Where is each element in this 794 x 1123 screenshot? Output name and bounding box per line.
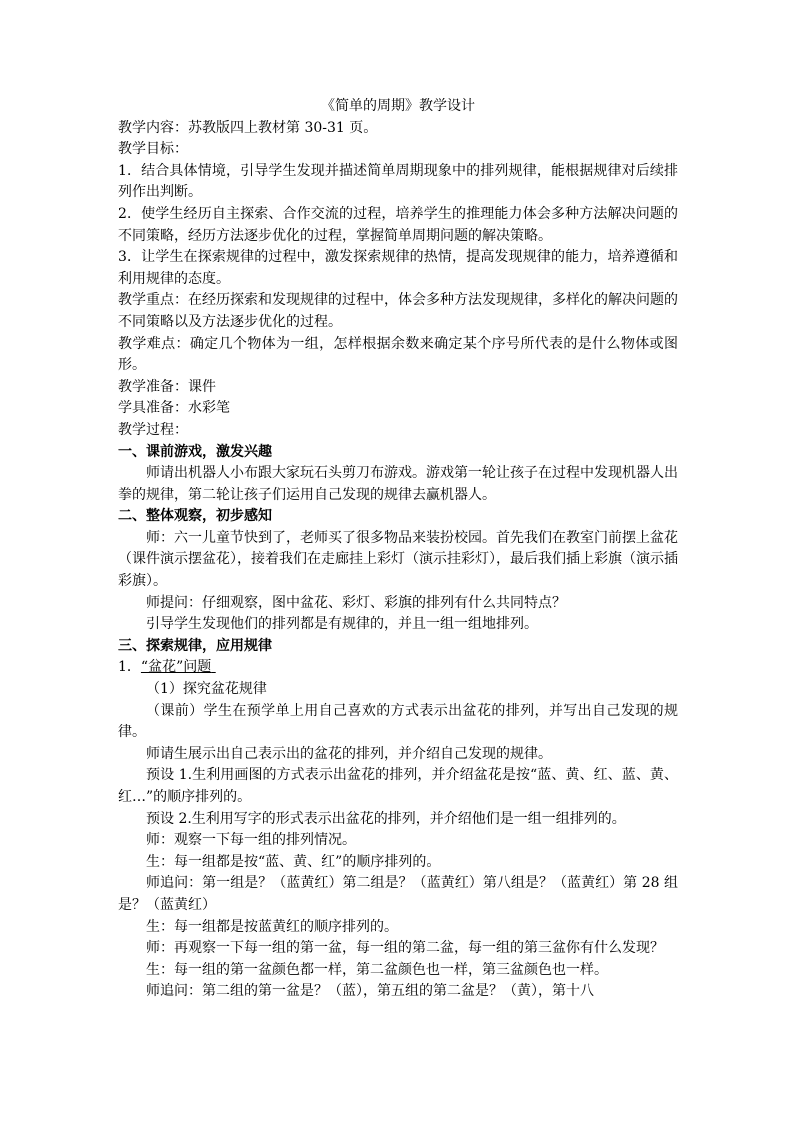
section-heading: 二、整体观察，初步感知 — [118, 508, 272, 525]
section-paragraph: 师追问：第一组是？（蓝黄红）第二组是？（蓝黄红）第八组是？（蓝黄红）第 28 组是？（蓝黄红） — [118, 875, 678, 913]
objective-1: 1．结合具体情境，引导学生发现并描述简单周期现象中的排列规律，能根据规律对后续排列作出判断。 — [118, 162, 678, 201]
section-paragraph: 师提问：仔细观察，图中盆花、彩灯、彩旗的排列有什么共同特点？ — [146, 594, 566, 611]
key-point: 教学重点：在经历探索和发现规律的过程中，体会多种方法发现规律，多样化的解决问题的不同策略以及方法逐步优化的过程。 — [118, 292, 678, 330]
section-paragraph: 师请生展示出自己表示出的盆花的排列，并介绍自己发现的规律。 — [146, 745, 552, 762]
section-paragraph: 生：每一组都是按“蓝、黄、红”的顺序排列的。 — [146, 853, 441, 870]
subsection-number: 1． — [118, 659, 141, 676]
difficulty: 教学难点：确定几个物体为一组，怎样根据余数来确定某个序号所代表的是什么物体或图形。 — [118, 335, 678, 374]
section-paragraph: 引导学生发现他们的排列都是有规律的，并且一组一组地排列。 — [146, 616, 538, 633]
teaching-content: 教学内容：苏教版四上教材第 30-31 页。 — [118, 119, 378, 136]
section-paragraph: （课前）学生在预学单上用自己喜欢的方式表示出盆花的排列，并写出自己发现的规律。 — [118, 702, 678, 741]
section-paragraph: 师：六一儿童节快到了，老师买了很多物品来装扮校园。首先我们在教室门前摆上盆花（课件演示摆盆花），接着我们在走廊挂上彩灯（演示挂彩灯），最后我们插上彩旗（演示插彩旗）。 — [118, 529, 678, 590]
subsection-title — [118, 657, 678, 679]
process-label: 教学过程： — [118, 421, 188, 438]
section-paragraph: 生：每一组的第一盆颜色都一样，第二盆颜色也一样，第三盆颜色也一样。 — [146, 961, 608, 978]
section-paragraph: 师：观察一下每一组的排列情况。 — [146, 832, 356, 849]
section-paragraph: 生：每一组都是按蓝黄红的顺序排列的。 — [146, 918, 398, 935]
section-paragraph: 师请出机器人小布跟大家玩石头剪刀布游戏。游戏第一轮让孩子在过程中发现机器人出拳的规律，第二轮让孩子们运用自己发现的规律去赢机器人。 — [118, 465, 678, 503]
section-paragraph: 师：再观察一下每一组的第一盆，每一组的第二盆，每一组的第三盆你有什么发现？ — [146, 940, 664, 957]
document-page — [118, 96, 678, 1003]
section-paragraph: 师追问：第二组的第一盆是？（蓝），第五组的第二盆是？（黄），第十八 — [146, 983, 594, 1000]
objectives-label: 教学目标： — [118, 141, 188, 158]
section-paragraph: 预设 2.生利用写字的形式表示出盆花的排列，并介绍他们是一组一组排列的。 — [146, 810, 626, 827]
subsection-step: （1）探究盆花规律 — [146, 681, 267, 698]
section-paragraph: 预设 1.生利用画图的方式表示出盆花的排列，并介绍盆花是按“蓝、黄、红、蓝、黄、红…”的顺序排列的。 — [118, 767, 678, 805]
section-heading: 三、探索规律，应用规律 — [118, 637, 272, 654]
student-prep: 学具准备：水彩笔 — [118, 400, 230, 417]
objective-2: 2．使学生经历自主探索、合作交流的过程，培养学生的推理能力体会多种方法解决问题的不同策略，经历方法逐步优化的过程，掌握简单周期问题的解决策略。 — [118, 205, 678, 244]
section-heading: 一、课前游戏，激发兴趣 — [118, 443, 272, 460]
document-title: 《简单的周期》教学设计 — [321, 98, 475, 114]
underline-tab — [211, 657, 233, 679]
teaching-prep: 教学准备：课件 — [118, 378, 216, 395]
subsection-title-text: “盆花”问题 — [140, 659, 212, 676]
objective-3: 3．让学生在探索规律的过程中，激发探索规律的热情，提高发现规律的能力，培养遵循和利用规律的态度。 — [118, 249, 678, 287]
